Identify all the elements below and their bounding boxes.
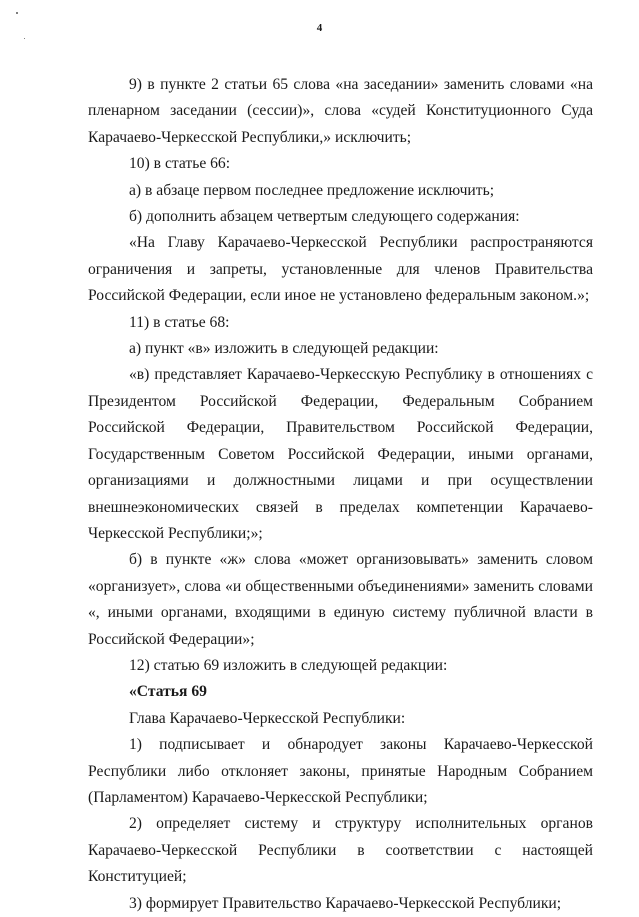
paragraph-subitem-b: б) дополнить абзацем четвертым следующего содержания: xyxy=(129,208,520,226)
page-number: 4 xyxy=(316,22,323,34)
paragraph-quote-restrictions: «На Главу Карачаево-Черкесской Республики распространяются ограничения и запреты, установленные для членов Правительства Российской Федерации, если иное не установлено федеральным законом.»; xyxy=(88,234,593,305)
document-body xyxy=(88,72,593,917)
scan-speck xyxy=(16,12,18,14)
paragraph-item-11: 11) в статье 68: xyxy=(129,313,230,331)
paragraph-article-intro: Глава Карачаево-Черкесской Республики: xyxy=(129,709,406,727)
paragraph-article-point-3: 3) формирует Правительство Карачаево-Черкесской Республики; xyxy=(129,894,562,912)
paragraph-subitem-b: б) в пункте «ж» слова «может организовывать» заменить словом «организует», слова «и общественными объединениями» заменить словами «, иными органами, входящими в единую систему публичной власти в Российской Федерации»; xyxy=(88,551,593,648)
article-heading: «Статья 69 xyxy=(129,683,207,701)
paragraph-article-point-2: 2) определяет систему и структуру исполнительных органов Карачаево-Черкесской Республики в соответствии с настоящей Конституцией; xyxy=(88,815,593,886)
paragraph-quote-representation: «в) представляет Карачаево-Черкесскую Республику в отношениях с Президентом Российской Федерации, Федеральным Собранием Российской Федерации, Правительством Российской Федерации, Государственным Советом Российской Федерации, иными органами, организациями и должностными лицами и при осуществлении внешнеэкономических связей в пределах компетенции Карачаево-Черкесской Республики;»; xyxy=(88,366,593,542)
paragraph-subitem-a: а) в абзаце первом последнее предложение исключить; xyxy=(129,181,495,199)
paragraph-item-9: 9) в пункте 2 статьи 65 слова «на заседании» заменить словами «на пленарном заседании (сессии)», слова «судей Конституционного Суда Карачаево-Черкесской Республики,» исключить; xyxy=(88,76,593,146)
paragraph-subitem-a: а) пункт «в» изложить в следующей редакции: xyxy=(129,340,439,358)
paragraph-item-10: 10) в статье 66: xyxy=(129,155,231,173)
scan-speck xyxy=(24,38,25,39)
paragraph-item-12: 12) статью 69 изложить в следующей редакции: xyxy=(129,656,448,674)
paragraph-article-point-1: 1) подписывает и обнародует законы Карачаево-Черкесской Республики либо отклоняет законы, принятые Народным Собранием (Парламентом) Карачаево-Черкесской Республики; xyxy=(88,736,593,806)
